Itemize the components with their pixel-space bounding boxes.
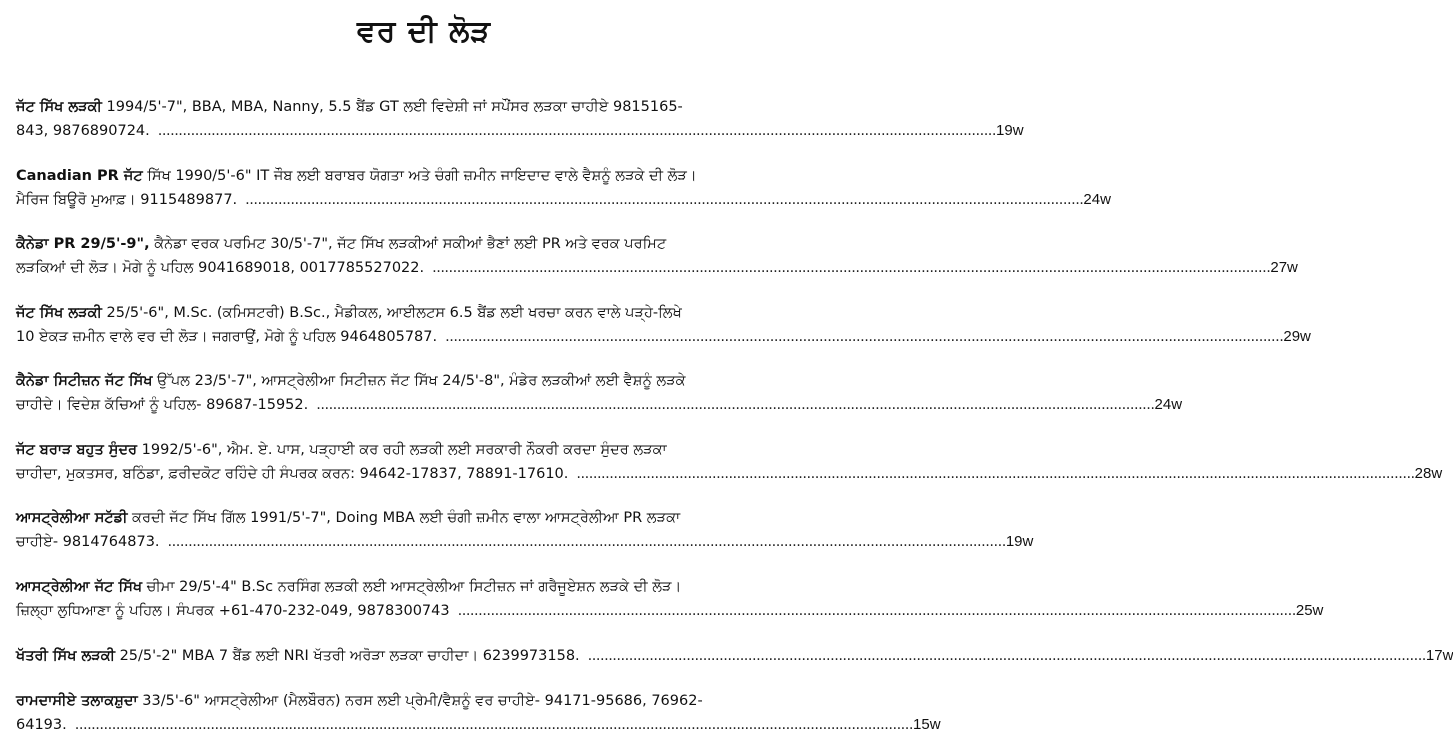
ad-text: ਕੈਨੇਡਾ ਵਰਕ ਪਰਮਿਟ 30/5'-7", ਜੱਟ ਸਿੱਖ ਲੜਕੀਆਂ ਸਕੀਆਂ ਭੈਣਾਂ ਲਈ PR ਅਤੇ ਵਰਕ ਪਰਮਿਟ [149, 236, 667, 252]
ad-price: 19w [996, 122, 1024, 139]
ad-item [16, 96, 1024, 143]
ad-text-continued: 10 ਏਕੜ ਜ਼ਮੀਨ ਵਾਲੇ ਵਰ ਦੀ ਲੋੜ। ਜਗਰਾਉਂ, ਮੋਗੇ ਨੂੰ ਪਹਿਲ 9464805787. [16, 328, 438, 345]
ad-text: ਕਰਦੀ ਜੱਟ ਸਿੱਖ ਗਿੱਲ 1991/5'-7", Doing MBA ਲਈ ਚੰਗੀ ਜ਼ਮੀਨ ਵਾਲਾ ਆਸਟ੍ਰੇਲੀਆ PR ਲੜਕਾ [127, 510, 681, 526]
ad-price: 29w [1283, 327, 1311, 345]
ad-heading: ਜੱਟ ਬਰਾੜ ਬਹੁਤ ਸੁੰਦਰ [16, 441, 138, 458]
ad-text: 1994/5'-7", BBA, MBA, Nanny, 5.5 ਬੈਂਡ GT ਲਈ ਵਿਦੇਸ਼ੀ ਜਾਂ ਸਪੌਂਸਰ ਲੜਕਾ ਚਾਹੀਏ 9815165- [101, 99, 683, 115]
ad-line-1 [16, 576, 832, 599]
ad-line-1 [16, 302, 832, 325]
ad-line-2 [16, 713, 941, 737]
dot-leader [75, 714, 913, 737]
dot-leader [168, 531, 1006, 554]
ad-item [16, 507, 1034, 554]
ad-item [16, 233, 1298, 280]
ad-heading: ਕੈਨੇਡਾ ਸਿਟੀਜ਼ਨ ਜੱਟ ਸਿੱਖ [16, 373, 153, 389]
ad-text-continued: ਮੈਰਿਜ ਬਿਊਰੋ ਮੁਆਫ਼। 9115489877. [16, 191, 238, 208]
ad-heading: ਖੱਤਰੀ ਸਿੱਖ ਲੜਕੀ [16, 648, 115, 664]
ad-heading: ਰਾਮਦਾਸੀਏ ਤਲਾਕਸ਼ੁਦਾ [16, 692, 138, 709]
ad-heading: ਜੱਟ ਸਿੱਖ ਲੜਕੀ [16, 304, 102, 321]
ads-list [16, 96, 1453, 737]
dot-leader [316, 394, 1154, 417]
ad-item [16, 165, 1111, 212]
ad-price: 28w [1414, 464, 1443, 482]
ad-line-1 [16, 690, 832, 713]
ad-item [16, 690, 941, 737]
ad-heading: Canadian PR ਜੱਟ [16, 167, 143, 184]
ad-text-continued: ਲੜਕਿਆਂ ਦੀ ਲੋੜ। ਮੋਗੇ ਨੂੰ ਪਹਿਲ 9041689018, 0017785527022. [16, 260, 425, 276]
ad-item [16, 644, 1453, 668]
ad-text: 1992/5'-6", ਐਮ. ਏ. ਪਾਸ, ਪੜ੍ਹਾਈ ਕਰ ਰਹੀ ਲੜਕੀ ਲਈ ਸਰਕਾਰੀ ਨੌਕਰੀ ਕਰਦਾ ਸੁੰਦਰ ਲੜਕਾ [137, 441, 667, 458]
ad-item [16, 302, 1311, 349]
ad-price: 24w [1154, 396, 1183, 413]
ad-line-1 [16, 644, 1453, 668]
ad-text: 25/5'-2" MBA 7 ਬੈਂਡ ਲਈ NRI ਖੱਤਰੀ ਅਰੋੜਾ ਲੜਕਾ ਚਾਹੀਦਾ। 6239973158. [114, 648, 580, 664]
ad-price: 15w [913, 715, 941, 733]
ad-line-2 [16, 393, 1183, 417]
ad-line-1 [16, 165, 832, 188]
dot-leader [445, 326, 1283, 349]
ad-text: ਸਿੱਖ 1990/5'-6" IT ਜੌਬ ਲਈ ਬਰਾਬਰ ਯੋਗਤਾ ਅਤੇ ਚੰਗੀ ਜ਼ਮੀਨ ਜਾਇਦਾਦ ਵਾਲੇ ਵੈਸ਼ਨੂੰ ਲੜਕੇ ਦੀ ਲੋੜ। [142, 167, 697, 184]
ad-text-continued: ਜ਼ਿਲ੍ਹਾ ਲੁਧਿਆਣਾ ਨੂੰ ਪਹਿਲ। ਸੰਪਰਕ +61-470-232-049, 9878300743 [16, 602, 450, 619]
ad-line-2 [16, 462, 1443, 486]
ad-price: 24w [1083, 190, 1111, 208]
ad-text-continued: 64193. [16, 716, 67, 733]
ad-heading: ਆਸਟ੍ਰੇਲੀਆ ਸਟੱਡੀ [16, 510, 128, 526]
dot-leader [588, 645, 1426, 668]
ad-price: 25w [1295, 601, 1324, 619]
ad-text: ਉੱਪਲ 23/5'-7", ਆਸਟ੍ਰੇਲੀਆ ਸਿਟੀਜ਼ਨ ਜੱਟ ਸਿੱਖ 24/5'-8", ਮੰਡੇਰ ਲੜਕੀਆਂ ਲਈ ਵੈਸ਼ਨੂੰ ਲੜਕੇ [152, 373, 686, 389]
ad-line-2 [16, 599, 1324, 623]
ad-text: 33/5'-6" ਆਸਟ੍ਰੇਲੀਆ (ਮੈਲਬੌਰਨ) ਨਰਸ ਲਈ ਪ੍ਰੇਮੀ/ਵੈਸ਼ਨੂੰ ਵਰ ਚਾਹੀਏ- 94171-95686, 76962- [137, 692, 703, 709]
ad-text-continued: ਚਾਹੀਏ- 9814764873. [16, 534, 160, 550]
ad-line-2 [16, 530, 1034, 554]
ad-item [16, 370, 1183, 417]
dot-leader [158, 120, 996, 143]
ad-text-wrap [16, 645, 580, 668]
ad-text-continued: 843, 9876890724. [16, 123, 150, 139]
page-title: ਵਰ ਦੀ ਲੋੜ [356, 14, 492, 49]
dot-leader [245, 189, 1083, 212]
ad-heading: ਜੱਟ ਸਿੱਖ ਲੜਕੀ [16, 99, 102, 115]
ad-line-1 [16, 439, 832, 462]
ad-line-2 [16, 188, 1111, 212]
ad-text-continued: ਚਾਹੀਦਾ, ਮੁਕਤਸਰ, ਬਠਿੰਡਾ, ਫ਼ਰੀਦਕੋਟ ਰਹਿੰਦੇ ਹੀ ਸੰਪਰਕ ਕਰਨ: 94642-17837, 78891-17610. [16, 465, 569, 482]
ad-line-1 [16, 233, 832, 256]
ad-line-1 [16, 507, 832, 530]
ad-line-2 [16, 119, 1024, 143]
ad-line-1 [16, 96, 832, 119]
ad-price: 27w [1270, 259, 1298, 276]
dot-leader [432, 257, 1270, 280]
ad-text-continued: ਚਾਹੀਦੇ। ਵਿਦੇਸ਼ ਕੱਚਿਆਂ ਨੂੰ ਪਹਿਲ- 89687-15952. [16, 397, 309, 413]
ad-price: 19w [1005, 533, 1034, 550]
dot-leader [458, 600, 1296, 623]
ad-item [16, 576, 1324, 623]
ad-item [16, 439, 1443, 486]
dot-leader [576, 463, 1414, 486]
ad-heading: ਆਸਟ੍ਰੇਲੀਆ ਜੱਟ ਸਿੱਖ [16, 578, 143, 595]
ad-line-1 [16, 370, 832, 393]
ad-heading: ਕੈਨੇਡਾ PR 29/5'-9", [16, 236, 150, 252]
ad-text: 25/5'-6", M.Sc. (ਕਮਿਸਟਰੀ) B.Sc., ਮੈਡੀਕਲ, ਆਈਲਟਸ 6.5 ਬੈਂਡ ਲਈ ਖਰਚਾ ਕਰਨ ਵਾਲੇ ਪੜ੍ਹੇ-ਲਿਖੇ [101, 304, 682, 321]
ad-line-2 [16, 325, 1311, 349]
ad-text: ਚੀਮਾ 29/5'-4" B.Sc ਨਰਸਿੰਗ ਲੜਕੀ ਲਈ ਆਸਟ੍ਰੇਲੀਆ ਸਿਟੀਜ਼ਨ ਜਾਂ ਗਰੈਜੂਏਸ਼ਨ ਲੜਕੇ ਦੀ ਲੋੜ। [142, 578, 682, 595]
ad-line-2 [16, 256, 1298, 280]
ad-price: 17w [1425, 647, 1453, 664]
